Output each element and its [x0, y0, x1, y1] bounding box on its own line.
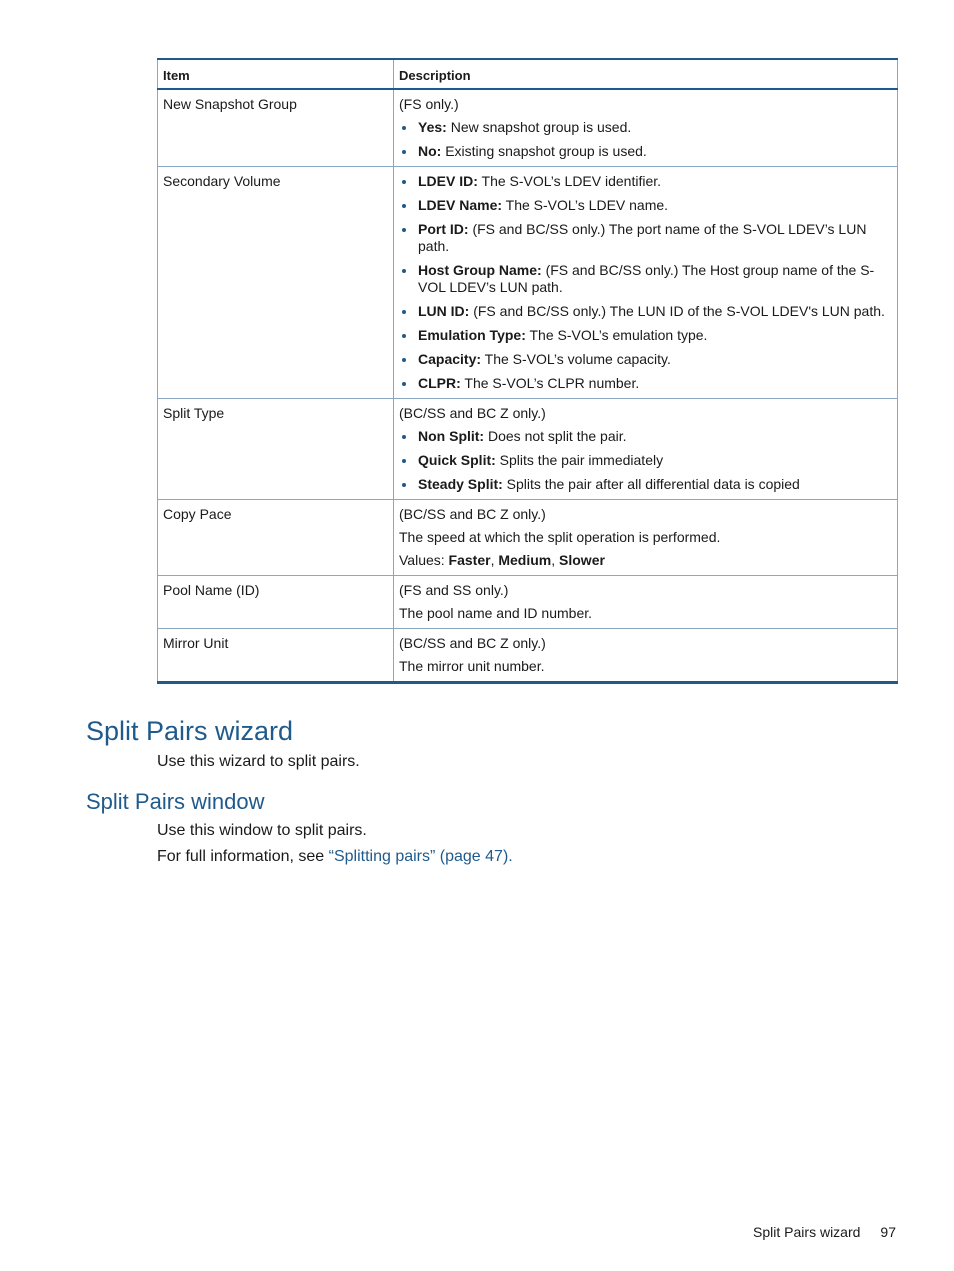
page-footer: [753, 1222, 896, 1242]
page-number: 97: [880, 1224, 896, 1240]
reference-suffix: .: [508, 848, 513, 865]
term-text: The S-VOL’s emulation type.: [525, 327, 708, 343]
description-text: (BC/SS and BC Z only.): [399, 635, 546, 651]
list-item: [399, 303, 892, 320]
table-row: [158, 576, 898, 629]
term-label: Quick Split:: [418, 452, 496, 468]
item-cell: Split Type: [158, 399, 394, 500]
item-cell: Pool Name (ID): [158, 576, 394, 629]
list-item: [399, 173, 892, 190]
term-text: Existing snapshot group is used.: [441, 143, 647, 159]
value-separator: ,: [490, 552, 499, 568]
term-text: Does not split the pair.: [484, 428, 627, 444]
bullet-icon: [402, 334, 406, 338]
description-text: (BC/SS and BC Z only.): [399, 506, 546, 522]
cross-reference: [157, 847, 513, 867]
description-text: (FS and SS only.): [399, 582, 509, 598]
term-text: The S-VOL’s LDEV identifier.: [477, 173, 662, 189]
list-item: [399, 476, 892, 493]
bullet-icon: [402, 382, 406, 386]
column-header-item: Item: [158, 59, 394, 89]
bullet-icon: [402, 310, 406, 314]
list-item: [399, 327, 892, 344]
table-row: [158, 167, 898, 399]
bullet-icon: [402, 483, 406, 487]
list-item: [399, 428, 892, 445]
bullet-icon: [402, 204, 406, 208]
description-text: The pool name and ID number.: [399, 605, 593, 621]
value-slower: Slower: [559, 552, 605, 568]
description-text: (BC/SS and BC Z only.): [399, 405, 546, 421]
term-label: LUN ID:: [418, 303, 470, 319]
term-label: Capacity:: [418, 351, 482, 367]
description-text: The speed at which the split operation is performed.: [399, 529, 721, 545]
value-faster: Faster: [448, 552, 491, 568]
bullet-list: [399, 428, 892, 493]
reference-prefix: For full information, see: [157, 848, 329, 865]
splitting-pairs-link[interactable]: “Splitting pairs” (page 47): [328, 848, 509, 865]
bullet-list: [399, 173, 892, 392]
list-item: [399, 452, 892, 469]
description-cell: [394, 399, 898, 500]
description-cell: [394, 500, 898, 576]
bullet-icon: [402, 435, 406, 439]
bullet-icon: [402, 150, 406, 154]
term-label: LDEV Name:: [418, 197, 503, 213]
list-item: [399, 197, 892, 214]
bullet-icon: [402, 269, 406, 273]
bullet-icon: [402, 228, 406, 232]
footer-section-title: Split Pairs wizard: [753, 1224, 861, 1240]
section-body: Use this window to split pairs.: [157, 822, 367, 839]
item-cell: Copy Pace: [158, 500, 394, 576]
list-item: [399, 375, 892, 392]
section-heading-split-pairs-wizard: Split Pairs wizard: [86, 716, 294, 746]
bullet-icon: [402, 459, 406, 463]
column-header-description: Description: [394, 59, 898, 89]
term-text: (FS and BC/SS only.) The port name of the S-VOL LDEV’s LUN path.: [418, 221, 867, 254]
term-label: LDEV ID:: [418, 173, 478, 189]
list-item: [399, 119, 892, 136]
description-cell: [394, 576, 898, 629]
section-body: Use this wizard to split pairs.: [157, 753, 360, 770]
term-label: Emulation Type:: [418, 327, 526, 343]
values-line: [399, 552, 892, 569]
item-cell: New Snapshot Group: [158, 89, 394, 167]
item-cell: Secondary Volume: [158, 167, 394, 399]
values-prefix: Values:: [399, 552, 449, 568]
term-label: No:: [418, 143, 442, 159]
value-medium: Medium: [498, 552, 552, 568]
value-separator: ,: [551, 552, 560, 568]
term-text: The S-VOL’s LDEV name.: [502, 197, 669, 213]
description-cell: [394, 167, 898, 399]
table-row: [158, 399, 898, 500]
list-item: [399, 221, 892, 255]
term-text: The S-VOL’s volume capacity.: [481, 351, 671, 367]
term-text: Splits the pair after all differential data is copied: [502, 476, 800, 492]
bullet-icon: [402, 126, 406, 130]
term-label: Port ID:: [418, 221, 469, 237]
list-item: [399, 351, 892, 368]
term-label: Yes:: [418, 119, 447, 135]
term-text: (FS and BC/SS only.) The Host group name of the S-VOL LDEV’s LUN path.: [418, 262, 875, 295]
description-text: (FS only.): [399, 96, 459, 112]
bullet-icon: [402, 180, 406, 184]
description-text: The mirror unit number.: [399, 658, 545, 674]
item-cell: Mirror Unit: [158, 629, 394, 683]
split-pairs-properties-table: [157, 58, 898, 684]
term-text: Splits the pair immediately: [495, 452, 664, 468]
term-text: (FS and BC/SS only.) The LUN ID of the S-VOL LDEV's LUN path.: [469, 303, 885, 319]
description-cell: [394, 629, 898, 683]
table-row: [158, 500, 898, 576]
term-label: Steady Split:: [418, 476, 503, 492]
table-header-row: [158, 59, 898, 89]
term-text: New snapshot group is used.: [446, 119, 632, 135]
term-text: The S-VOL’s CLPR number.: [460, 375, 640, 391]
table-row: [158, 629, 898, 683]
section-heading-split-pairs-window: Split Pairs window: [86, 789, 265, 814]
term-label: CLPR:: [418, 375, 461, 391]
description-cell: [394, 89, 898, 167]
term-label: Non Split:: [418, 428, 485, 444]
list-item: [399, 262, 892, 296]
term-label: Host Group Name:: [418, 262, 542, 278]
bullet-icon: [402, 358, 406, 362]
bullet-list: [399, 119, 892, 160]
list-item: [399, 143, 892, 160]
table-row: [158, 89, 898, 167]
